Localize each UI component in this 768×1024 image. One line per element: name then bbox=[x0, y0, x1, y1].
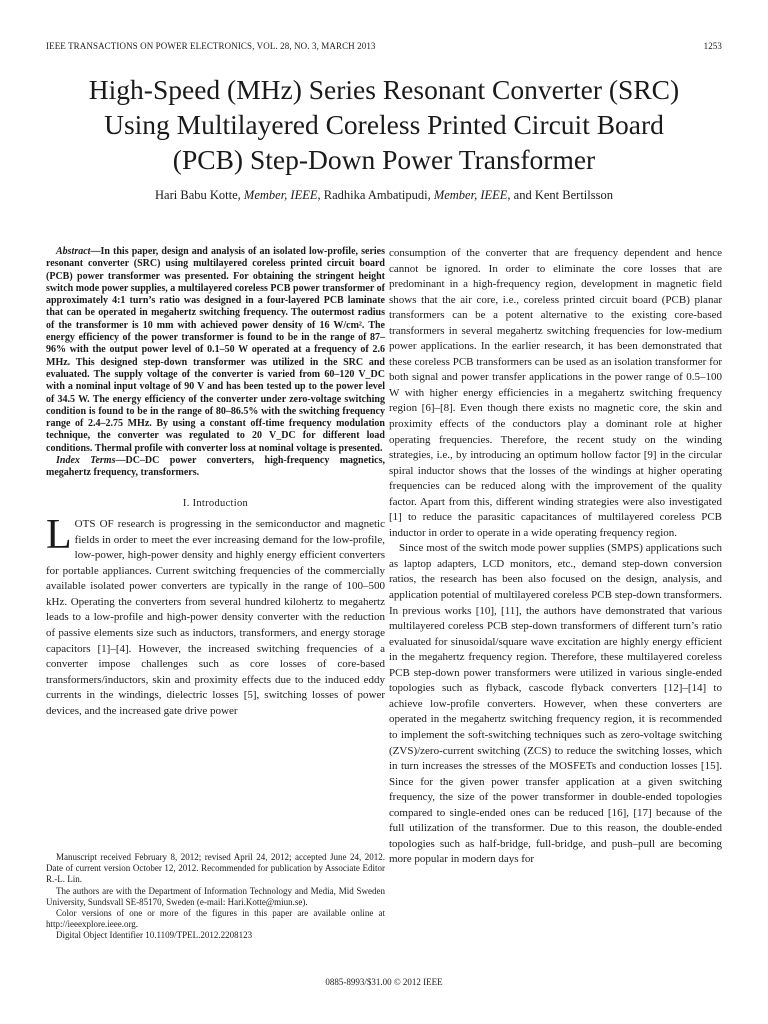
author-1: Hari Babu Kotte bbox=[155, 188, 238, 202]
paper-title bbox=[40, 72, 728, 177]
title-line-2: Using Multilayered Coreless Printed Circuit Board bbox=[104, 109, 664, 140]
index-terms-label: Index Terms bbox=[56, 455, 116, 467]
copyright-footer: 0885-8993/$31.00 © 2012 IEEE bbox=[325, 977, 443, 987]
footnote-affiliation: The authors are with the Department of Information Technology and Media, Mid Sweden University, Sundsvall SE-85170, Sweden (e-mail: Hari.Kotte@miun.se). bbox=[46, 885, 385, 907]
footnote-manuscript: Manuscript received February 8, 2012; revised April 24, 2012; accepted June 24, 2012. Date of current version October 12, 2012. Recommended for publication by Associate Editor R.-L. Lin. bbox=[46, 852, 385, 885]
section-heading: I. Introduction bbox=[182, 497, 249, 509]
author-1-role: Member, IEEE bbox=[243, 188, 318, 202]
right-paragraph-1: consumption of the converter that are frequency dependent and hence cannot be ignored. In order to eliminate the core losses that are predominant in a high-frequency region, development in magnetic field shows that the air core, i.e., coreless printed circuit board (PCB) planar transformers can be a potent alternative to the existing core-based transformers in several megahertz switching frequencies for low-medium power applications. In the earlier research, it has been demonstrated that these coreless PCB transformers can be used as an isolation transformer for both signal and power transfer applications in the power range of 0.5–100 W with higher energy efficiencies in a megahertz switching frequency region [6]–[8]. Even though there exists no magnetic core, the skin and proximity effects of the conductors play a dominant role at higher operating frequencies. Therefore, the recent study on the winding strategies, i.e., by introducing an optimum hollow factor [9] in the circular spiral inductor shows that the losses of the windings at higher operating frequencies can be reduced along with the improvement of the quality factor. Apart from this, different winding strategies were also investigated [1] to reduce the parasitic capacitances of multilayered coreless PCB inductor in order to operate in a wide operating frequency region. bbox=[389, 247, 722, 539]
abstract-label: Abstract bbox=[56, 246, 91, 257]
right-paragraph-2: Since most of the switch mode power supplies (SMPS) applications such as laptop adapters, LCD monitors, etc., demand step-down conversion ratios, the research has been also focused on the design, analysis, and application potential of multilayered coreless PCB step-down transformers. In previous works [10], [11], the authors have demonstrated that various multilayered coreless PCB step-down transformers of different turn’s ratio evaluated for sinusoidal/square wave excitation are highly energy efficient in the megahertz frequency region. Therefore, these multilayered coreless PCB step-down power transformers were utilized in various single-ended topologies such as flyback, cascode flyback converters [12]–[14] to achieve low-profile converters. However, when these converters are operated in the megahertz switching frequency region, it is recommended to implement the soft-switching techniques such as zero-voltage switching (ZVS)/zero-current switching (ZCS) to reduce the switching losses, which in turn increases the stresses of the MOSFETs and conduction losses [15]. Since for the given power transfer application at a given switching frequency, the size of the power transformer in double-ended topologies compared to single-ended ones can be reduced [16], [17] because of the full utilization of the transformer. Due to this reason, the double-ended topologies such as half-bridge, full-bridge, and push–pull are becoming more popular in modern days for bbox=[389, 542, 722, 866]
intro-text: OTS OF research is progressing in the semiconductor and magnetic fields in order to meet the ever increasing demand for the low-profile, low-power, high-power density and highly energy efficient converters for portable appliances. Current switching frequencies of the commercially available isolated power converters are typically in the range of 100–500 kHz. Operating the converters from several hundred kilohertz to megahertz leads to a low-profile and high-power density converter with the reduction of passive elements size such as inductors, transformers, and energy storage capacitors [1]–[4]. However, the increased switching frequencies of a converter impose challenges such as core losses of core-based transformers/inductors, skin and proximity effects due to the induced eddy currents in the windings, dielectric losses [5], switching losses of power devices, and the increased gate drive power bbox=[46, 518, 385, 717]
author-3: Kent Bertilsson bbox=[534, 188, 613, 202]
abstract-text: —In this paper, design and analysis of an isolated low-profile, series resonant converter (SRC) using multilayered coreless printed circuit board (PCB) power transformer was presented. For obtaining the stringent height switch mode power supplies, a multilayered coreless PCB power transformer of approximately 4:1 turn’s ratio was designed in a four-layered PCB laminate that can be operated in megahertz switching frequency. The outermost radius of the transformer is 10 mm with achieved power density of 16 W/cm². The energy efficiency of the power transformer is found to be in the range of 87–96% with the output power level of 0.1–50 W operated at a frequency of 2.6 MHz. This designed step-down transformer was utilized in the SRC and evaluated. The supply voltage of the converter is varied from 60–120 V_DC with a nominal input voltage of 90 V and has been tested up to the power level of 34.5 W. The energy efficiency of the converter under zero-voltage switching condition is found to be in the range of 80–86.5% with the switching frequency range of 2.4–2.75 MHz. By using a constant off-time frequency modulation technique, the converter was regulated to 20 V_DC for different load conditions. Thermal profile with converter loss at nominal voltage is presented. bbox=[46, 246, 385, 454]
right-column bbox=[389, 246, 722, 868]
page-number: 1253 bbox=[703, 41, 722, 51]
intro-paragraph bbox=[46, 512, 385, 719]
journal-name: IEEE TRANSACTIONS ON POWER ELECTRONICS, VOL. 28, NO. 3, MARCH 2013 bbox=[46, 41, 376, 51]
title-line-1: High-Speed (MHz) Series Resonant Converter (SRC) bbox=[88, 74, 680, 105]
footnote-color: Color versions of one or more of the figures in this paper are available online at http://ieeexplore.ieee.org. bbox=[46, 908, 385, 930]
author-2: Radhika Ambatipudi bbox=[323, 188, 428, 202]
drop-cap: L bbox=[46, 512, 72, 559]
author-2-role: Member, IEEE bbox=[433, 188, 508, 202]
footnote bbox=[46, 852, 385, 942]
left-column bbox=[46, 246, 385, 719]
title-line-3: (PCB) Step-Down Power Transformer bbox=[172, 144, 596, 175]
index-terms-text: —DC–DC power converters, high-frequency magnetics, megahertz frequency, transformers. bbox=[46, 455, 385, 479]
author-list: Hari Babu Kotte, Member, IEEE, Radhika Ambatipudi, Member, IEEE, and Kent Bertilsson bbox=[155, 188, 613, 202]
abstract bbox=[46, 246, 385, 455]
footnote-doi: Digital Object Identifier 10.1109/TPEL.2012.2208123 bbox=[56, 930, 253, 941]
index-terms bbox=[46, 455, 385, 480]
running-header bbox=[46, 41, 722, 55]
